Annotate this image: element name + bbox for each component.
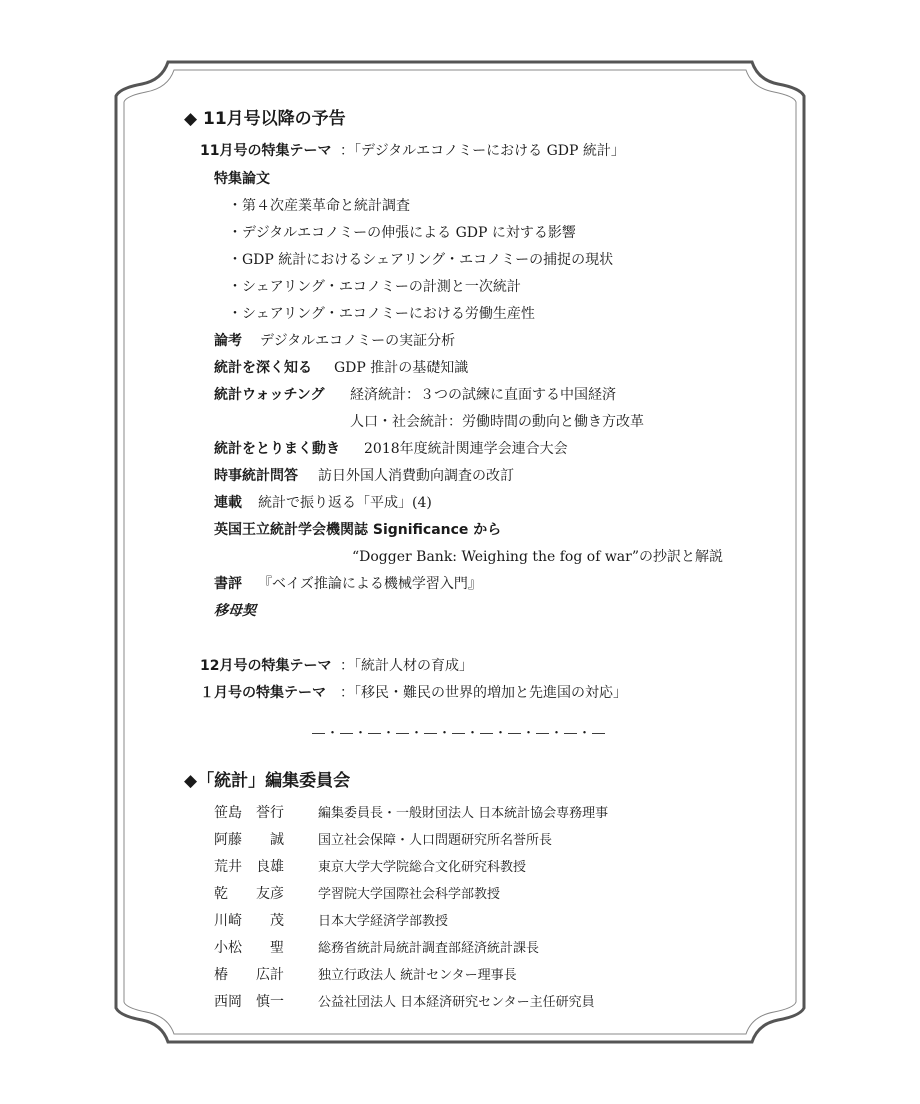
row-text: “Dogger Bank: Weighing the fog of war”の抄訳と解説 xyxy=(352,549,723,565)
member-role: 編集委員長・一般財団法人 日本統計協会専務理事 xyxy=(318,806,609,821)
section-divider: ―・―・―・―・―・―・―・―・―・―・― xyxy=(312,726,607,741)
issue12-theme: ：「統計人材の育成」 xyxy=(340,658,473,674)
feature-item: ・シェアリング・エコノミーにおける労働生産性 xyxy=(228,306,535,322)
feature-item: ・デジタルエコノミーの伸張による GDP に対する影響 xyxy=(228,225,576,241)
row-label: 時事統計問答 xyxy=(214,468,298,484)
issue1-theme: ：「移民・難民の世界的増加と先進国の対応」 xyxy=(340,685,627,701)
preview-heading: ◆ 11月号以降の予告 xyxy=(184,109,346,129)
row-label: 書評 xyxy=(214,576,242,592)
row-label: 移母契 xyxy=(214,603,256,619)
member-role: 学習院大学国際社会科学部教授 xyxy=(318,887,501,902)
member-role: 国立社会保障・人口問題研究所名誉所長 xyxy=(318,833,553,848)
row-text: GDP 推計の基礎知識 xyxy=(334,360,469,376)
feature-item: ・第４次産業革命と統計調査 xyxy=(228,198,410,214)
member-name: 川崎 茂 xyxy=(214,913,284,929)
member-role: 独立行政法人 統計センター理事長 xyxy=(318,968,517,983)
issue1-label: １月号の特集テーマ xyxy=(200,685,326,701)
row-label: 英国王立統計学会機関誌 Significance から xyxy=(214,522,502,538)
member-name: 荒井 良雄 xyxy=(214,859,284,875)
row-text: 訪日外国人消費動向調査の改訂 xyxy=(318,468,514,484)
member-name: 西岡 慎一 xyxy=(214,994,284,1010)
row-text: 人口・社会統計：労働時間の動向と働き方改革 xyxy=(350,414,644,430)
committee-heading: ◆「統計」編集委員会 xyxy=(184,771,351,791)
row-text: 統計で振り返る「平成」(4) xyxy=(258,495,432,511)
feature-item: ・GDP 統計におけるシェアリング・エコノミーの捕捉の現状 xyxy=(228,252,614,268)
row-label: 論考 xyxy=(214,333,242,349)
member-role: 公益社団法人 日本経済研究センター主任研究員 xyxy=(318,995,595,1010)
issue11-theme: ：「デジタルエコノミーにおける GDP 統計」 xyxy=(340,143,625,159)
issue11-label: 11月号の特集テーマ xyxy=(200,143,332,159)
member-name: 阿藤 誠 xyxy=(214,832,284,848)
row-label: 連載 xyxy=(214,495,242,511)
row-text: デジタルエコノミーの実証分析 xyxy=(260,333,456,349)
member-role: 日本大学経済学部教授 xyxy=(318,914,449,929)
feature-label: 特集論文 xyxy=(214,171,270,187)
member-name: 小松 聖 xyxy=(214,940,284,956)
member-name: 笹島 誉行 xyxy=(214,805,284,821)
member-role: 総務省統計局統計調査部経済統計課長 xyxy=(318,941,540,956)
row-text: 経済統計：３つの試練に直面する中国経済 xyxy=(350,387,616,403)
row-text: 2018年度統計関連学会連合大会 xyxy=(364,441,568,457)
issue12-label: 12月号の特集テーマ xyxy=(200,658,332,674)
member-name: 乾 友彦 xyxy=(214,886,284,902)
row-label: 統計を深く知る xyxy=(214,360,312,376)
row-text: 『ベイズ推論による機械学習入門』 xyxy=(258,576,482,592)
row-label: 統計ウォッチング xyxy=(214,387,325,403)
feature-item: ・シェアリング・エコノミーの計測と一次統計 xyxy=(228,279,521,295)
row-label: 統計をとりまく動き xyxy=(214,441,340,457)
member-name: 椿 広計 xyxy=(214,967,284,983)
member-role: 東京大学大学院総合文化研究科教授 xyxy=(318,860,527,875)
